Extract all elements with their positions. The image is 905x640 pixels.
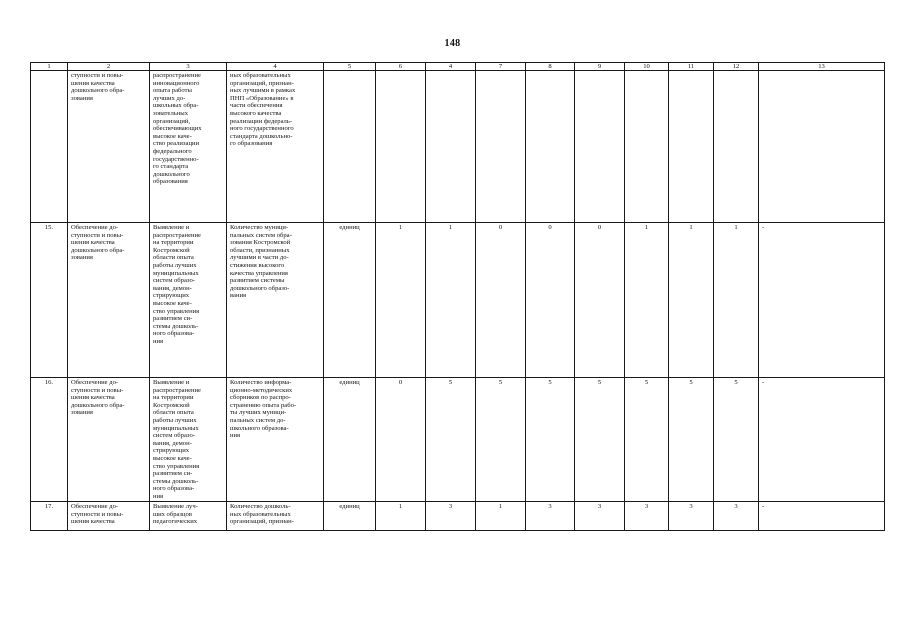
value-cell <box>669 71 714 223</box>
value-cell: 5 <box>575 378 625 502</box>
row-index <box>31 71 68 223</box>
task-text: ступности и повы- шения качества дошкольного обра- зования <box>71 72 125 102</box>
unit-cell <box>324 71 376 223</box>
value-cell: 0 <box>526 223 575 378</box>
value-cell: 5 <box>625 378 669 502</box>
task-text: Обеспечение до- ступности и повы- шения качества <box>71 503 124 526</box>
value-cell: 3 <box>426 502 476 531</box>
value-cell: 5 <box>526 378 575 502</box>
column-number: 10 <box>625 63 669 71</box>
table-row <box>31 378 885 502</box>
value-cell: 1 <box>376 223 426 378</box>
value-cell: 0 <box>476 223 526 378</box>
value-cell: 1 <box>714 223 759 378</box>
indicator-table <box>30 62 885 531</box>
value-cell: 0 <box>575 223 625 378</box>
unit-cell: единиц <box>324 223 376 378</box>
value-cell: 3 <box>625 502 669 531</box>
column-number: 2 <box>68 63 150 71</box>
row-index: 15. <box>31 223 68 378</box>
value-cell: 1 <box>476 502 526 531</box>
column-number: 3 <box>150 63 227 71</box>
indicator-cell <box>227 378 324 502</box>
column-number: 9 <box>575 63 625 71</box>
value-cell: 1 <box>625 223 669 378</box>
task-cell <box>68 502 150 531</box>
page-number: 148 <box>444 38 461 49</box>
column-number: 1 <box>31 63 68 71</box>
row-index: 17. <box>31 502 68 531</box>
value-cell <box>426 71 476 223</box>
value-cell: 1 <box>426 223 476 378</box>
activity-text: распространение инновационного опыта работы лучших до- школьных обра- зовательных организаций, обеспечивающих высокое каче- ство реализации федерального государственно- го стандарта дошкольного образования <box>153 72 202 186</box>
value-cell: 5 <box>426 378 476 502</box>
column-number-row <box>31 63 885 71</box>
unit-cell: единиц <box>324 502 376 531</box>
value-cell <box>575 71 625 223</box>
value-cell: 5 <box>476 378 526 502</box>
column-number: 4 <box>227 63 324 71</box>
indicator-text: Количество дошколь- ных образовательных организаций, признан- <box>230 503 294 526</box>
table-row <box>31 71 885 223</box>
column-number: 4 <box>426 63 476 71</box>
indicator-cell <box>227 502 324 531</box>
value-cell: 3 <box>526 502 575 531</box>
activity-cell <box>150 378 227 502</box>
activity-text: Выявление и распространение на территории Костромской области опыта работы лучших муниципальных систем образо- вания, демон- стрирующих высокое каче- ство управления развитием си- стемы дошколь- ного образова- ния <box>153 379 201 500</box>
column-number: 7 <box>476 63 526 71</box>
note-cell: - <box>759 223 885 378</box>
value-cell <box>526 71 575 223</box>
indicator-cell <box>227 71 324 223</box>
indicator-text: Количество муници- пальных систем обра- зования Костромской области, признанных лучшими в части до- стижения высокого качества управления развитием системы дошкольного образо- вания <box>230 224 292 300</box>
value-cell <box>625 71 669 223</box>
activity-text: Выявление и распространение на территории Костромской области опыта работы лучших муниципальных систем образо- вания, демон- стрирующих высокое каче- ство управления развитием си- стемы дошколь- ного образова- ния <box>153 224 201 345</box>
indicator-cell <box>227 223 324 378</box>
value-cell <box>714 71 759 223</box>
value-cell: 0 <box>376 378 426 502</box>
value-cell: 3 <box>575 502 625 531</box>
value-cell: 3 <box>669 502 714 531</box>
indicator-text: ных образовательных организаций, признан- ных лучшими в рамках ПНП «Образование» в части обеспечения высокого качества реализации федераль- ного государственного стандарта дошкольно- го образования <box>230 72 296 148</box>
indicator-text: Количество информа- ционно-методических сборников по распро- странению опыта рабо- ты лучших муници- пальных систем до- школьного образова- ния <box>230 379 297 440</box>
unit-cell: единиц <box>324 378 376 502</box>
activity-cell <box>150 71 227 223</box>
table-row <box>31 223 885 378</box>
column-number: 6 <box>376 63 426 71</box>
value-cell: 5 <box>714 378 759 502</box>
task-cell <box>68 223 150 378</box>
value-cell: 1 <box>669 223 714 378</box>
note-cell: - <box>759 502 885 531</box>
value-cell: 3 <box>714 502 759 531</box>
column-number: 11 <box>669 63 714 71</box>
column-number: 5 <box>324 63 376 71</box>
table-row <box>31 502 885 531</box>
value-cell <box>476 71 526 223</box>
task-text: Обеспечение до- ступности и повы- шения качества дошкольного обра- зования <box>71 379 125 417</box>
value-cell: 1 <box>376 502 426 531</box>
column-number: 8 <box>526 63 575 71</box>
column-number: 13 <box>759 63 885 71</box>
value-cell <box>376 71 426 223</box>
activity-cell <box>150 502 227 531</box>
note-cell: - <box>759 378 885 502</box>
row-index: 16. <box>31 378 68 502</box>
activity-cell <box>150 223 227 378</box>
value-cell: 5 <box>669 378 714 502</box>
task-cell <box>68 378 150 502</box>
task-text: Обеспечение до- ступности и повы- шения качества дошкольного обра- зования <box>71 224 125 262</box>
column-number: 12 <box>714 63 759 71</box>
note-cell <box>759 71 885 223</box>
activity-text: Выявление луч- ших образцов педагогических <box>153 503 198 526</box>
task-cell <box>68 71 150 223</box>
